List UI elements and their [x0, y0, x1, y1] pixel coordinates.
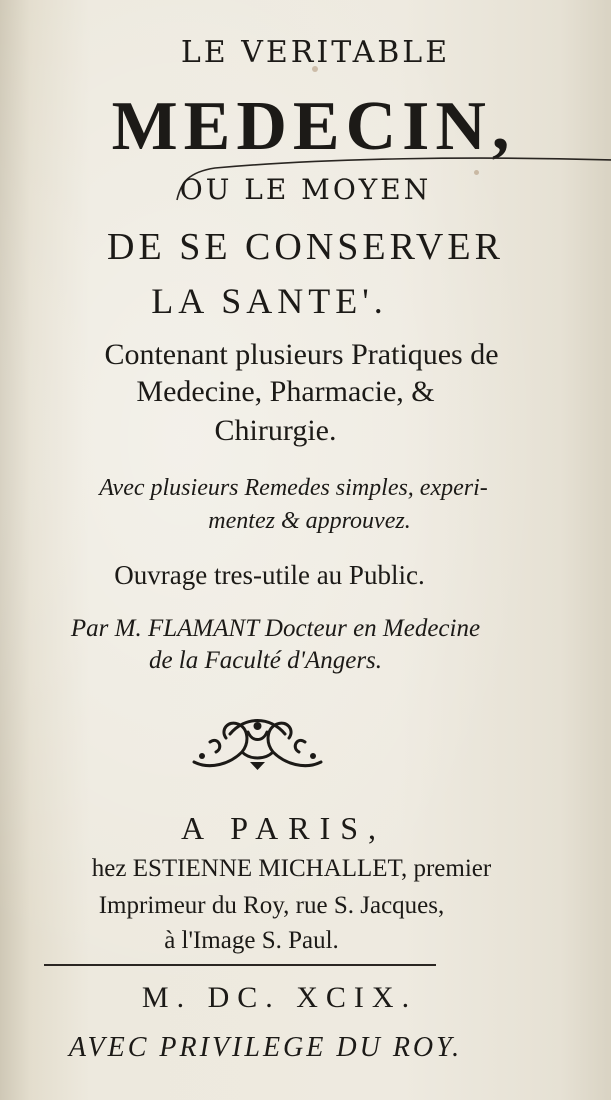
subtitle-line-2: Medecine, Pharmacie, & [136, 375, 435, 408]
title-line-4: DE SE CONSERVER [107, 226, 504, 268]
printer-line-3: à l'Image S. Paul. [164, 927, 339, 954]
divider-rule [44, 964, 436, 966]
floral-ornament-icon [190, 712, 325, 772]
subtitle-line-1: Contenant plusieurs Pratiques de [104, 338, 499, 371]
title-line-1: LE VERITABLE [180, 35, 451, 70]
remedies-line-2: mentez & approuvez. [208, 508, 411, 534]
place-line: A PARIS, [180, 810, 387, 846]
printer-line-1: hez ESTIENNE MICHALLET, premier [91, 855, 492, 882]
privilege-line: AVEC PRIVILEGE DU ROY. [68, 1032, 463, 1063]
author-line-2: de la Faculté d'Angers. [148, 647, 383, 674]
subtitle-line-3: Chirurgie. [214, 414, 337, 447]
printer-line-2: Imprimeur du Roy, rue S. Jacques, [98, 892, 445, 919]
remedies-line-1: Avec plusieurs Remedes simples, experi- [99, 475, 488, 501]
title-line-5: LA SANTE'. [151, 281, 388, 321]
utility-line: Ouvrage tres-utile au Public. [114, 560, 425, 590]
title-line-3: OU LE MOYEN [179, 173, 432, 206]
title-line-2: MEDECIN, [111, 88, 516, 165]
year-line: M. DC. XCIX. [141, 981, 418, 1014]
author-line-1: Par M. FLAMANT Docteur en Medecine [70, 615, 481, 642]
